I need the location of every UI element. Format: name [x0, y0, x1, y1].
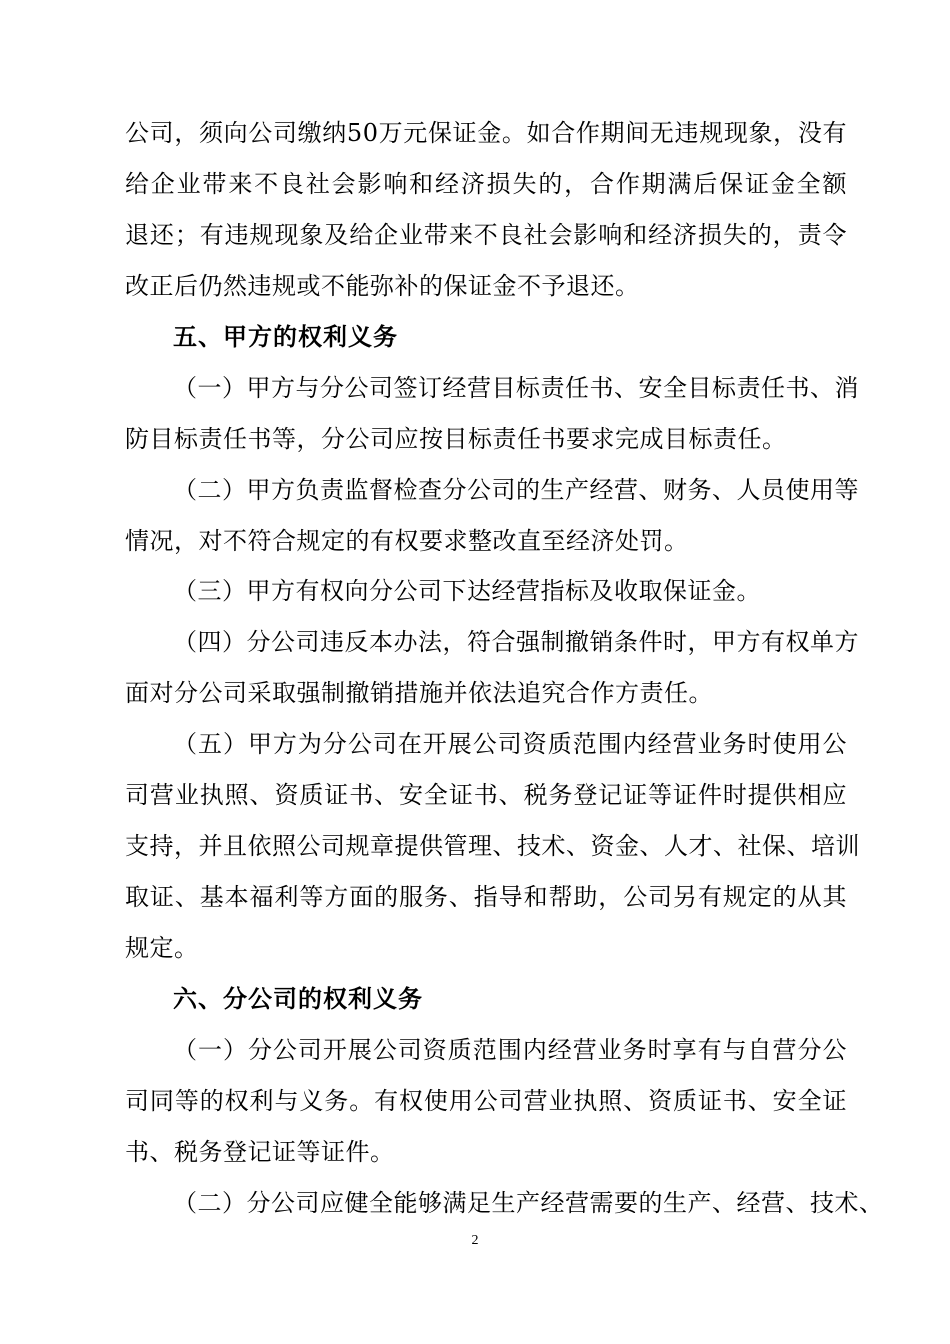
paragraph-line: （五）甲方为分公司在开展公司资质范围内经营业务时使用公 — [173, 730, 847, 758]
paragraph-line: 支持，并且依照公司规章提供管理、技术、资金、人才、社保、培训 — [125, 832, 860, 860]
paragraph-line: 公司，须向公司缴纳50万元保证金。如合作期间无违规现象，没有 — [125, 119, 847, 147]
paragraph-line: 书、税务登记证等证件。 — [125, 1138, 395, 1166]
paragraph-line: （二）甲方负责监督检查分公司的生产经营、财务、人员使用等 — [173, 476, 859, 504]
paragraph-line: （一）甲方与分公司签订经营目标责任书、安全目标责任书、消 — [173, 374, 859, 402]
section-heading-5: 五、甲方的权利义务 — [173, 323, 398, 351]
paragraph-line: 改正后仍然违规或不能弥补的保证金不予退还。 — [125, 272, 640, 300]
paragraph-line: 退还；有违规现象及给企业带来不良社会影响和经济损失的，责令 — [125, 221, 847, 249]
paragraph-line: 面对分公司采取强制撤销措施并依法追究合作方责任。 — [125, 679, 713, 707]
paragraph-line: （二）分公司应健全能够满足生产经营需要的生产、经营、技术、 — [173, 1189, 884, 1217]
section-heading-6: 六、分公司的权利义务 — [173, 985, 423, 1013]
page-number: 2 — [471, 1233, 479, 1248]
paragraph-line: 情况，对不符合规定的有权要求整改直至经济处罚。 — [125, 527, 689, 555]
paragraph-line: 规定。 — [125, 934, 199, 962]
paragraph-line: 取证、基本福利等方面的服务、指导和帮助，公司另有规定的从其 — [125, 883, 847, 911]
paragraph-line: （四）分公司违反本办法，符合强制撤销条件时，甲方有权单方 — [173, 628, 859, 656]
paragraph-line: 防目标责任书等，分公司应按目标责任书要求完成目标责任。 — [125, 425, 787, 453]
paragraph-line: 司同等的权利与义务。有权使用公司营业执照、资质证书、安全证 — [125, 1087, 847, 1115]
paragraph-line: （三）甲方有权向分公司下达经营指标及收取保证金。 — [173, 577, 761, 605]
paragraph-line: 给企业带来不良社会影响和经济损失的，合作期满后保证金全额 — [125, 170, 847, 198]
paragraph-line: （一）分公司开展公司资质范围内经营业务时享有与自营分公 — [173, 1036, 847, 1064]
paragraph-line: 司营业执照、资质证书、安全证书、税务登记证等证件时提供相应 — [125, 781, 847, 809]
